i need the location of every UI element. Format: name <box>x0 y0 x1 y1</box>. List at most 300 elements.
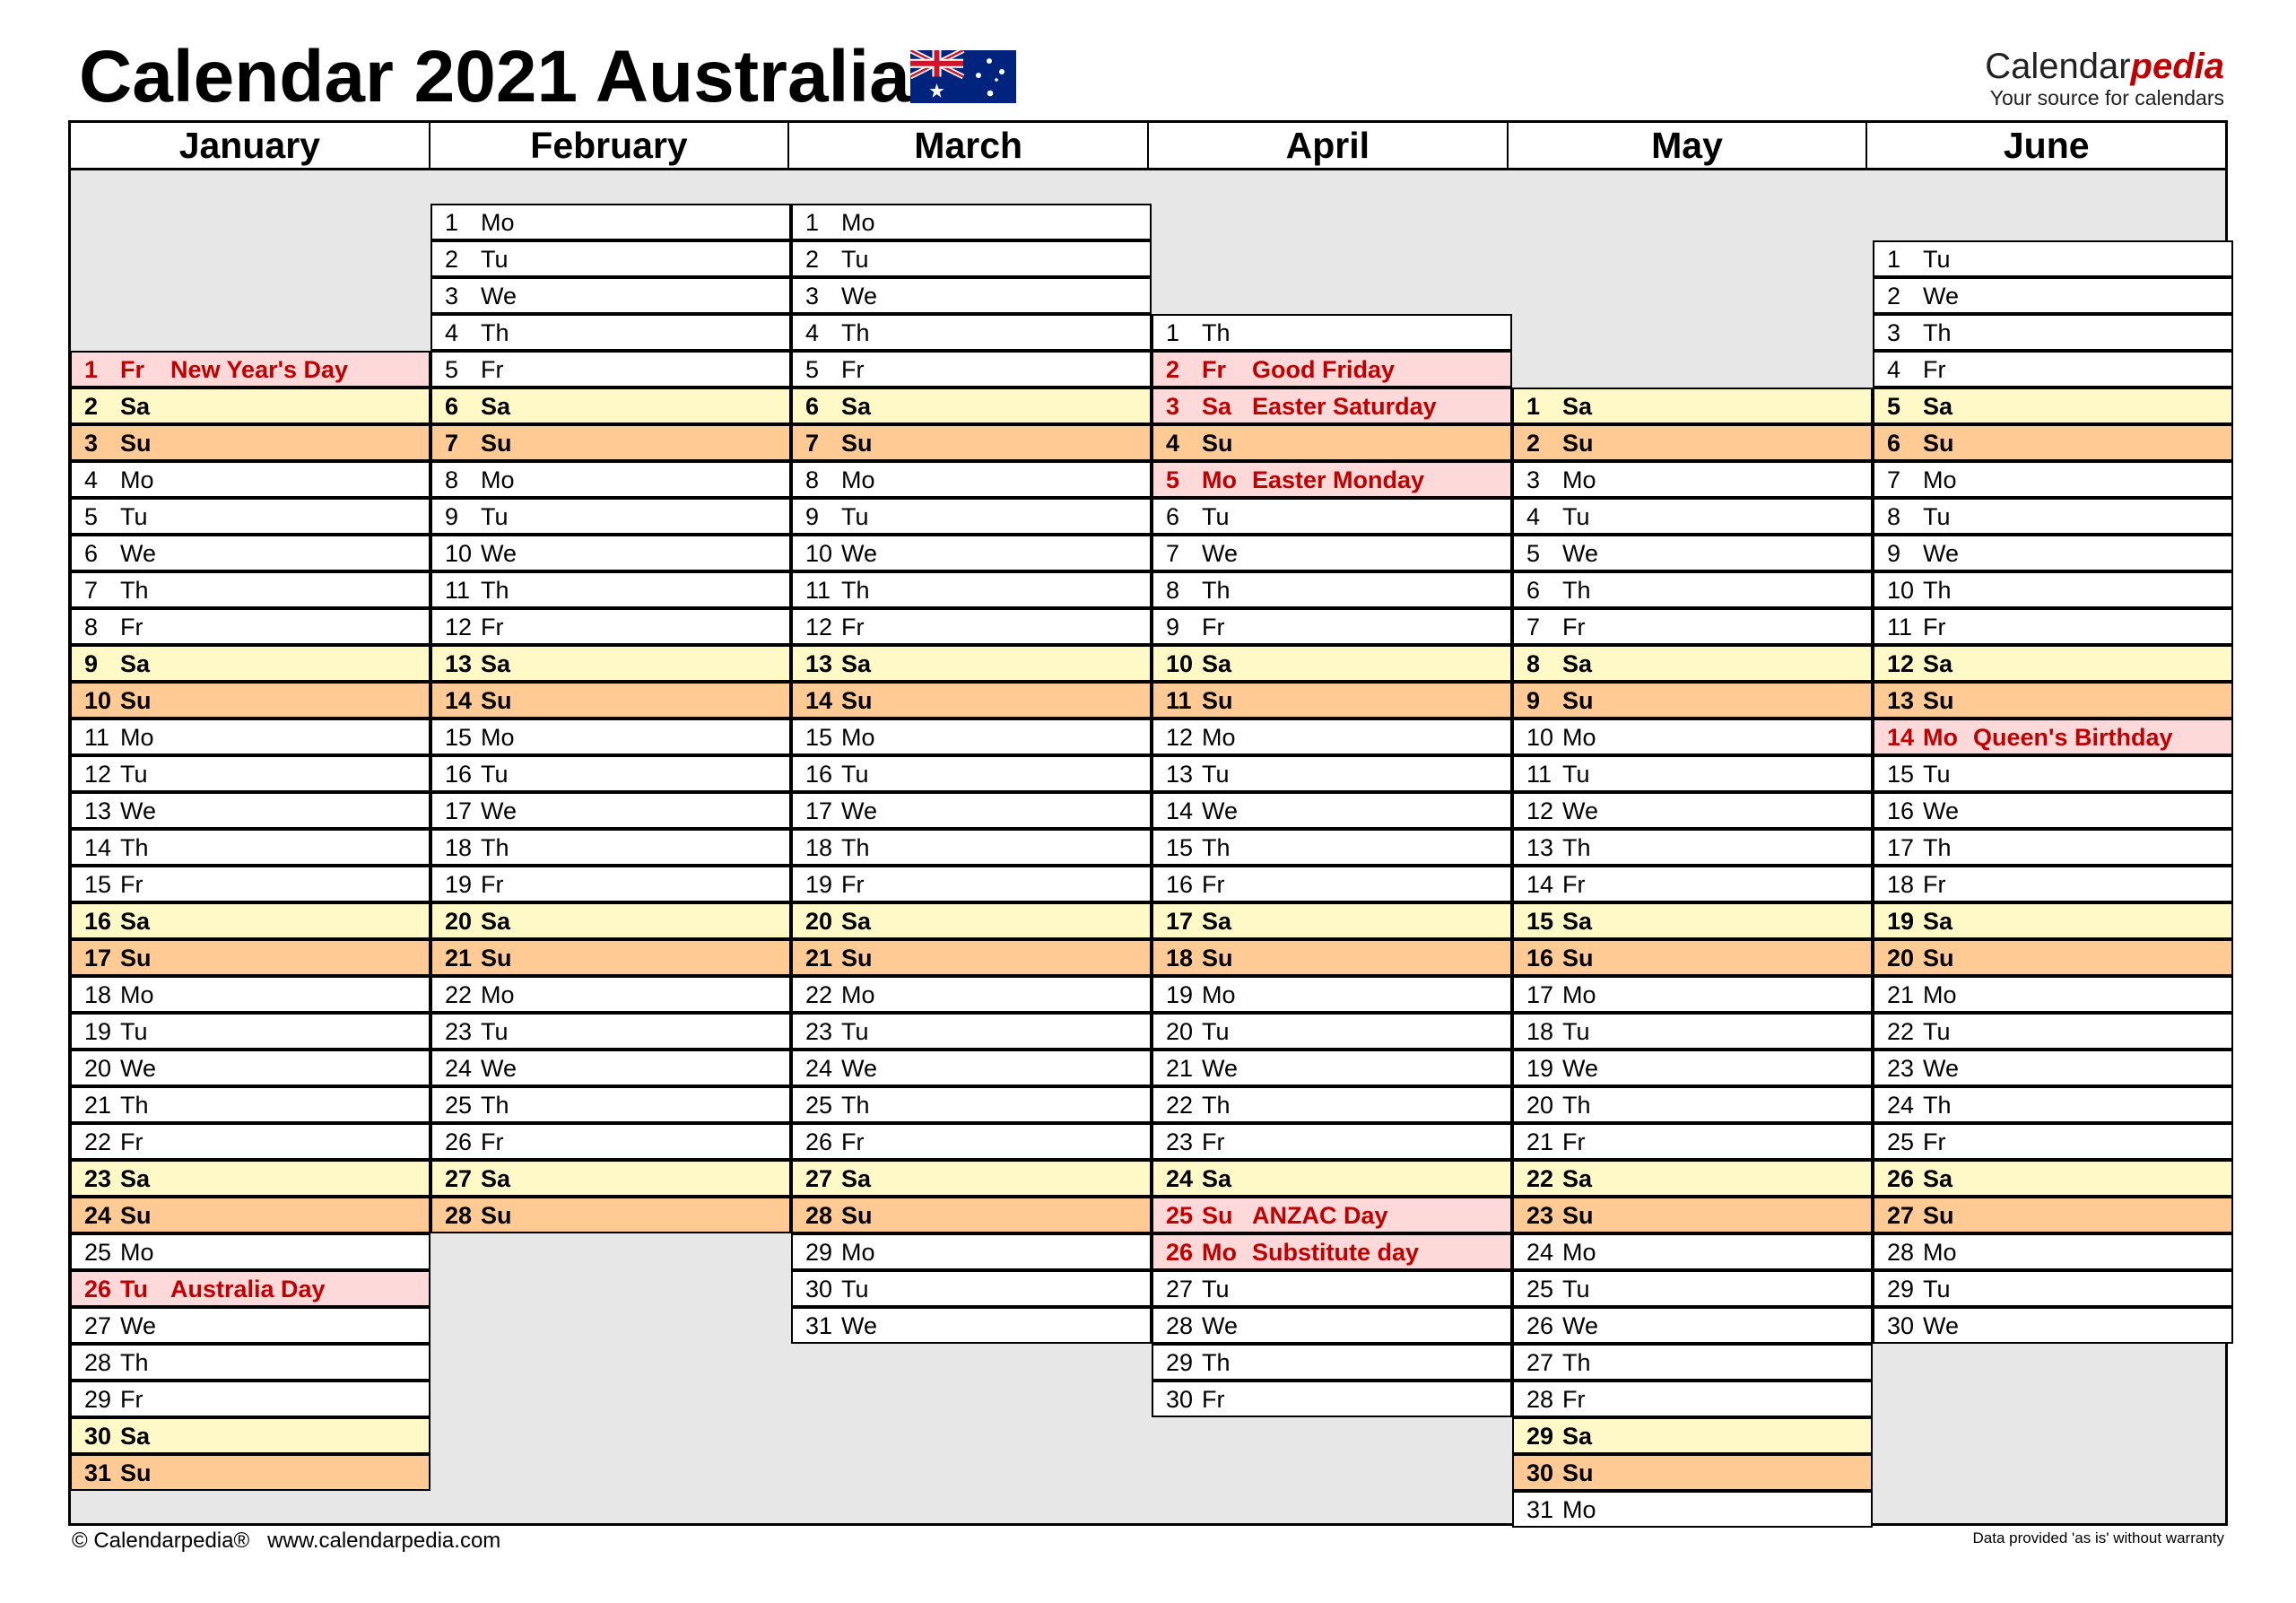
day-cell[interactable] <box>1873 1086 2233 1123</box>
weekday-label: Tu <box>841 246 869 273</box>
day-number: 9 <box>805 503 820 530</box>
day-number: 22 <box>84 1128 112 1155</box>
weekday-label: Su <box>1202 687 1233 714</box>
weekday-label: Tu <box>1202 503 1230 530</box>
day-cell[interactable] <box>791 1197 1152 1233</box>
day-number: 25 <box>1166 1202 1194 1229</box>
day-cell[interactable] <box>430 682 791 719</box>
day-cell[interactable] <box>1152 608 1512 645</box>
day-number: 11 <box>805 577 831 604</box>
day-number: 21 <box>445 945 473 971</box>
day-number: 17 <box>445 797 473 824</box>
day-number: 10 <box>1166 650 1194 677</box>
day-cell[interactable] <box>1873 976 2233 1013</box>
day-cell[interactable] <box>1152 829 1512 866</box>
day-cell[interactable] <box>430 976 791 1013</box>
day-cell[interactable] <box>1152 424 1512 461</box>
weekday-label: Mo <box>1923 724 1958 751</box>
day-number: 20 <box>445 908 473 935</box>
day-cell[interactable] <box>1873 277 2233 314</box>
day-number: 20 <box>84 1055 112 1082</box>
day-number: 17 <box>1887 834 1915 861</box>
day-cell[interactable] <box>1873 1050 2233 1086</box>
day-cell[interactable] <box>1873 902 2233 939</box>
day-cell[interactable] <box>1873 792 2233 829</box>
day-number: 27 <box>445 1165 473 1192</box>
day-cell[interactable] <box>70 388 430 424</box>
day-cell[interactable] <box>1152 388 1512 424</box>
day-cell[interactable] <box>430 277 791 314</box>
day-cell[interactable] <box>70 866 430 902</box>
day-cell[interactable] <box>70 351 430 388</box>
day-cell[interactable] <box>791 608 1152 645</box>
day-number: 21 <box>1166 1055 1194 1082</box>
day-cell[interactable] <box>1873 240 2233 277</box>
website-link[interactable]: www.calendarpedia.com <box>267 1529 501 1553</box>
day-cell[interactable] <box>791 351 1152 388</box>
weekday-label: Su <box>1923 430 1954 457</box>
day-cell[interactable] <box>1873 1270 2233 1307</box>
day-cell[interactable] <box>1512 866 1873 902</box>
day-cell[interactable] <box>791 461 1152 498</box>
day-cell[interactable] <box>430 902 791 939</box>
day-cell[interactable] <box>1152 535 1512 571</box>
weekday-label: We <box>1923 797 1960 824</box>
day-cell[interactable] <box>1512 1491 1873 1528</box>
day-cell[interactable] <box>430 498 791 535</box>
weekday-label: Th <box>481 319 509 346</box>
day-cell[interactable] <box>70 1160 430 1197</box>
day-cell[interactable] <box>791 314 1152 351</box>
weekday-label: Sa <box>1923 908 1953 935</box>
day-number: 13 <box>1166 761 1194 788</box>
holiday-name: Australia Day <box>170 1276 326 1302</box>
day-cell[interactable] <box>1152 939 1512 976</box>
day-cell[interactable] <box>791 902 1152 939</box>
day-number: 7 <box>805 430 820 457</box>
day-cell[interactable] <box>1512 645 1873 682</box>
day-number: 11 <box>1526 761 1552 788</box>
day-cell[interactable] <box>791 277 1152 314</box>
day-cell[interactable] <box>791 571 1152 608</box>
weekday-label: Fr <box>481 356 504 383</box>
weekday-label: Th <box>841 1092 870 1119</box>
day-cell[interactable] <box>430 829 791 866</box>
holiday-name: New Year's Day <box>170 356 349 383</box>
day-number: 4 <box>1166 430 1180 457</box>
holiday-name: ANZAC Day <box>1252 1202 1388 1229</box>
weekday-label: Su <box>1202 430 1233 457</box>
day-cell[interactable] <box>430 351 791 388</box>
weekday-label: Fr <box>1562 1128 1586 1155</box>
day-number: 15 <box>445 724 473 751</box>
day-cell[interactable] <box>1152 792 1512 829</box>
day-cell[interactable] <box>1152 1160 1512 1197</box>
weekday-label: Fr <box>1923 614 1946 640</box>
day-number: 11 <box>445 577 471 604</box>
day-number: 26 <box>1526 1312 1554 1339</box>
day-cell[interactable] <box>791 1160 1152 1197</box>
day-cell[interactable] <box>1512 1013 1873 1050</box>
day-cell[interactable] <box>1152 1270 1512 1307</box>
weekday-label: Su <box>1562 687 1594 714</box>
day-cell[interactable] <box>1152 1233 1512 1270</box>
day-number: 2 <box>1166 356 1180 383</box>
day-cell[interactable] <box>70 1417 430 1454</box>
day-cell[interactable] <box>1873 498 2233 535</box>
day-cell[interactable] <box>430 792 791 829</box>
day-number: 20 <box>1526 1092 1554 1119</box>
weekday-label: Fr <box>1923 356 1946 383</box>
weekday-label: Fr <box>120 614 144 640</box>
day-number: 23 <box>445 1018 473 1045</box>
day-cell[interactable] <box>1152 461 1512 498</box>
day-number: 13 <box>805 650 833 677</box>
day-number: 27 <box>1887 1202 1915 1229</box>
day-number: 13 <box>445 650 473 677</box>
day-cell[interactable] <box>430 204 791 240</box>
day-number: 12 <box>445 614 473 640</box>
day-cell[interactable] <box>1512 1381 1873 1417</box>
day-cell[interactable] <box>1152 755 1512 792</box>
day-number: 9 <box>84 650 99 677</box>
day-number: 14 <box>1526 871 1554 898</box>
day-cell[interactable] <box>70 1344 430 1381</box>
day-cell[interactable] <box>1152 645 1512 682</box>
day-cell[interactable] <box>1512 1344 1873 1381</box>
day-cell[interactable] <box>430 388 791 424</box>
day-cell[interactable] <box>70 608 430 645</box>
day-number: 18 <box>1887 871 1915 898</box>
day-cell[interactable] <box>430 461 791 498</box>
day-cell[interactable] <box>791 1086 1152 1123</box>
weekday-label: We <box>1923 540 1960 567</box>
day-cell[interactable] <box>70 1454 430 1491</box>
day-cell[interactable] <box>791 1270 1152 1307</box>
day-cell[interactable] <box>1512 755 1873 792</box>
day-number: 18 <box>84 981 112 1008</box>
day-cell[interactable] <box>70 682 430 719</box>
day-cell[interactable] <box>430 939 791 976</box>
day-number: 16 <box>445 761 473 788</box>
weekday-label: Su <box>1202 945 1233 971</box>
day-cell[interactable] <box>791 1233 1152 1270</box>
weekday-label: Mo <box>120 724 154 751</box>
day-cell[interactable] <box>791 240 1152 277</box>
day-cell[interactable] <box>791 866 1152 902</box>
day-cell[interactable] <box>1873 939 2233 976</box>
day-cell[interactable] <box>430 535 791 571</box>
day-cell[interactable] <box>791 939 1152 976</box>
weekday-label: Tu <box>1202 1018 1230 1045</box>
day-cell[interactable] <box>70 1197 430 1233</box>
day-cell[interactable] <box>1512 388 1873 424</box>
weekday-label: Sa <box>841 650 872 677</box>
weekday-label: Th <box>1202 1092 1231 1119</box>
day-cell[interactable] <box>430 314 791 351</box>
day-cell[interactable] <box>70 645 430 682</box>
weekday-label: Sa <box>481 908 511 935</box>
day-number: 1 <box>805 209 820 236</box>
day-number: 6 <box>84 540 99 567</box>
day-number: 19 <box>84 1018 112 1045</box>
day-cell[interactable] <box>791 976 1152 1013</box>
day-number: 8 <box>1887 503 1901 530</box>
weekday-label: We <box>841 797 878 824</box>
day-cell[interactable] <box>70 719 430 755</box>
weekday-label: We <box>1923 1312 1960 1339</box>
day-cell[interactable] <box>791 792 1152 829</box>
month-header-february: February <box>430 123 790 168</box>
day-cell[interactable] <box>70 498 430 535</box>
day-cell[interactable] <box>1512 939 1873 976</box>
day-cell[interactable] <box>1873 314 2233 351</box>
day-cell[interactable] <box>430 240 791 277</box>
day-cell[interactable] <box>791 755 1152 792</box>
day-number: 15 <box>1166 834 1194 861</box>
day-cell[interactable] <box>791 204 1152 240</box>
day-cell[interactable] <box>430 571 791 608</box>
weekday-label: Sa <box>1562 393 1593 420</box>
day-cell[interactable] <box>70 1013 430 1050</box>
day-cell[interactable] <box>70 1307 430 1344</box>
weekday-label: Fr <box>1562 1386 1586 1413</box>
day-cell[interactable] <box>791 424 1152 461</box>
day-number: 12 <box>805 614 833 640</box>
day-cell[interactable] <box>1512 829 1873 866</box>
day-cell[interactable] <box>430 1086 791 1123</box>
day-number: 16 <box>1166 871 1194 898</box>
day-cell[interactable] <box>1873 1307 2233 1344</box>
weekday-label: Mo <box>120 1239 154 1266</box>
day-cell[interactable] <box>70 424 430 461</box>
weekday-label: Sa <box>120 1165 151 1192</box>
day-cell[interactable] <box>1873 829 2233 866</box>
day-cell[interactable] <box>70 829 430 866</box>
day-cell[interactable] <box>791 535 1152 571</box>
day-cell[interactable] <box>430 608 791 645</box>
weekday-label: Fr <box>481 614 504 640</box>
weekday-label: Th <box>1923 1092 1952 1119</box>
day-cell[interactable] <box>1152 976 1512 1013</box>
day-cell[interactable] <box>1152 682 1512 719</box>
day-cell[interactable] <box>791 829 1152 866</box>
day-number: 5 <box>445 356 459 383</box>
day-cell[interactable] <box>1873 1233 2233 1270</box>
day-cell[interactable] <box>1152 1197 1512 1233</box>
day-number: 6 <box>805 393 820 420</box>
day-number: 12 <box>1166 724 1194 751</box>
day-cell[interactable] <box>1873 1197 2233 1233</box>
day-cell[interactable] <box>1512 682 1873 719</box>
day-cell[interactable] <box>1152 571 1512 608</box>
day-cell[interactable] <box>430 866 791 902</box>
day-cell[interactable] <box>70 1270 430 1307</box>
day-cell[interactable] <box>1512 535 1873 571</box>
day-cell[interactable] <box>791 645 1152 682</box>
day-cell[interactable] <box>430 645 791 682</box>
day-number: 21 <box>1526 1128 1554 1155</box>
day-cell[interactable] <box>1512 902 1873 939</box>
day-cell[interactable] <box>70 902 430 939</box>
day-cell[interactable] <box>70 1050 430 1086</box>
day-cell[interactable] <box>430 424 791 461</box>
weekday-label: We <box>1562 540 1599 567</box>
day-cell[interactable] <box>1152 498 1512 535</box>
day-cell[interactable] <box>70 755 430 792</box>
day-cell[interactable] <box>1152 351 1512 388</box>
day-cell[interactable] <box>1873 645 2233 682</box>
day-number: 2 <box>805 246 820 273</box>
day-cell[interactable] <box>1152 866 1512 902</box>
day-cell[interactable] <box>1512 1417 1873 1454</box>
day-cell[interactable] <box>70 1233 430 1270</box>
day-number: 7 <box>1166 540 1180 567</box>
day-cell[interactable] <box>70 1123 430 1160</box>
weekday-label: Fr <box>1923 871 1946 898</box>
weekday-label: Tu <box>120 1276 148 1302</box>
day-cell[interactable] <box>1873 866 2233 902</box>
day-cell[interactable] <box>1512 1307 1873 1344</box>
day-number: 6 <box>1166 503 1180 530</box>
day-cell[interactable] <box>1512 1050 1873 1086</box>
day-cell[interactable] <box>70 1381 430 1417</box>
day-cell[interactable] <box>1512 1123 1873 1160</box>
day-cell[interactable] <box>70 976 430 1013</box>
day-cell[interactable] <box>70 939 430 976</box>
day-cell[interactable] <box>1152 1050 1512 1086</box>
weekday-label: Tu <box>1923 246 1951 273</box>
day-cell[interactable] <box>791 1013 1152 1050</box>
holiday-name: Queen's Birthday <box>1973 724 2173 751</box>
day-cell[interactable] <box>1512 1197 1873 1233</box>
day-number: 29 <box>84 1386 112 1413</box>
day-cell[interactable] <box>791 1307 1152 1344</box>
day-cell[interactable] <box>1873 608 2233 645</box>
day-cell[interactable] <box>791 1050 1152 1086</box>
weekday-label: Th <box>1562 834 1591 861</box>
day-cell[interactable] <box>1512 1454 1873 1491</box>
day-cell[interactable] <box>1512 719 1873 755</box>
day-cell[interactable] <box>1152 314 1512 351</box>
day-number: 23 <box>805 1018 833 1045</box>
day-cell[interactable] <box>1152 1086 1512 1123</box>
day-number: 24 <box>1166 1165 1194 1192</box>
day-number: 1 <box>1526 393 1541 420</box>
day-cell[interactable] <box>70 461 430 498</box>
day-cell[interactable] <box>791 719 1152 755</box>
weekday-label: We <box>1562 797 1599 824</box>
day-cell[interactable] <box>1873 719 2233 755</box>
weekday-label: Sa <box>841 1165 872 1192</box>
day-cell[interactable] <box>70 535 430 571</box>
day-cell[interactable] <box>791 1123 1152 1160</box>
day-cell[interactable] <box>430 1013 791 1050</box>
day-cell[interactable] <box>70 1086 430 1123</box>
day-cell[interactable] <box>1873 351 2233 388</box>
day-cell[interactable] <box>1512 1270 1873 1307</box>
weekday-label: We <box>120 1312 157 1339</box>
day-cell[interactable] <box>1152 1381 1512 1417</box>
weekday-label: We <box>120 1055 157 1082</box>
weekday-label: Mo <box>841 1239 875 1266</box>
day-cell[interactable] <box>1873 682 2233 719</box>
day-number: 3 <box>1166 393 1180 420</box>
day-number: 16 <box>84 908 112 935</box>
day-cell[interactable] <box>430 1160 791 1197</box>
day-cell[interactable] <box>1873 535 2233 571</box>
day-cell[interactable] <box>1152 1344 1512 1381</box>
day-cell[interactable] <box>1152 719 1512 755</box>
brand-logo[interactable] <box>1985 47 2224 109</box>
day-cell[interactable] <box>70 571 430 608</box>
day-number: 25 <box>805 1092 833 1119</box>
day-number: 6 <box>445 393 459 420</box>
day-cell[interactable] <box>1873 461 2233 498</box>
day-cell[interactable] <box>1152 902 1512 939</box>
weekday-label: Mo <box>1202 466 1237 493</box>
weekday-label: Th <box>120 1092 149 1119</box>
weekday-label: Fr <box>1202 614 1225 640</box>
day-cell[interactable] <box>1873 571 2233 608</box>
day-number: 10 <box>805 540 833 567</box>
day-cell[interactable] <box>1152 1307 1512 1344</box>
day-number: 25 <box>445 1092 473 1119</box>
month-header-june: June <box>2003 125 2090 166</box>
day-cell[interactable] <box>1512 571 1873 608</box>
weekday-label: Tu <box>1923 503 1951 530</box>
weekday-label: Th <box>481 1092 509 1119</box>
weekday-label: We <box>1202 797 1239 824</box>
day-cell[interactable] <box>1152 1123 1512 1160</box>
day-cell[interactable] <box>1512 1086 1873 1123</box>
day-cell[interactable] <box>1873 1160 2233 1197</box>
day-cell[interactable] <box>1512 1160 1873 1197</box>
day-cell[interactable] <box>1873 1123 2233 1160</box>
weekday-label: We <box>841 1312 878 1339</box>
day-cell[interactable] <box>791 388 1152 424</box>
day-cell[interactable] <box>1512 498 1873 535</box>
day-cell[interactable] <box>430 719 791 755</box>
day-cell[interactable] <box>1512 792 1873 829</box>
day-cell[interactable] <box>430 1050 791 1086</box>
day-cell[interactable] <box>1512 608 1873 645</box>
day-cell[interactable] <box>1873 755 2233 792</box>
day-cell[interactable] <box>1512 424 1873 461</box>
day-cell[interactable] <box>1152 1013 1512 1050</box>
day-cell[interactable] <box>1873 388 2233 424</box>
day-cell[interactable] <box>1512 976 1873 1013</box>
day-cell[interactable] <box>430 755 791 792</box>
day-cell[interactable] <box>791 682 1152 719</box>
day-cell[interactable] <box>1512 461 1873 498</box>
day-number: 20 <box>805 908 833 935</box>
day-cell[interactable] <box>1873 424 2233 461</box>
day-cell[interactable] <box>1873 1013 2233 1050</box>
weekday-label: Sa <box>481 393 511 420</box>
day-cell[interactable] <box>1512 1233 1873 1270</box>
weekday-label: Sa <box>120 650 151 677</box>
day-cell[interactable] <box>430 1123 791 1160</box>
day-cell[interactable] <box>430 1197 791 1233</box>
day-number: 23 <box>1166 1128 1194 1155</box>
weekday-label: Fr <box>1202 871 1225 898</box>
day-number: 25 <box>1526 1276 1554 1302</box>
day-cell[interactable] <box>70 792 430 829</box>
weekday-label: Tu <box>1562 761 1590 788</box>
weekday-label: Sa <box>120 1423 151 1450</box>
day-cell[interactable] <box>791 498 1152 535</box>
